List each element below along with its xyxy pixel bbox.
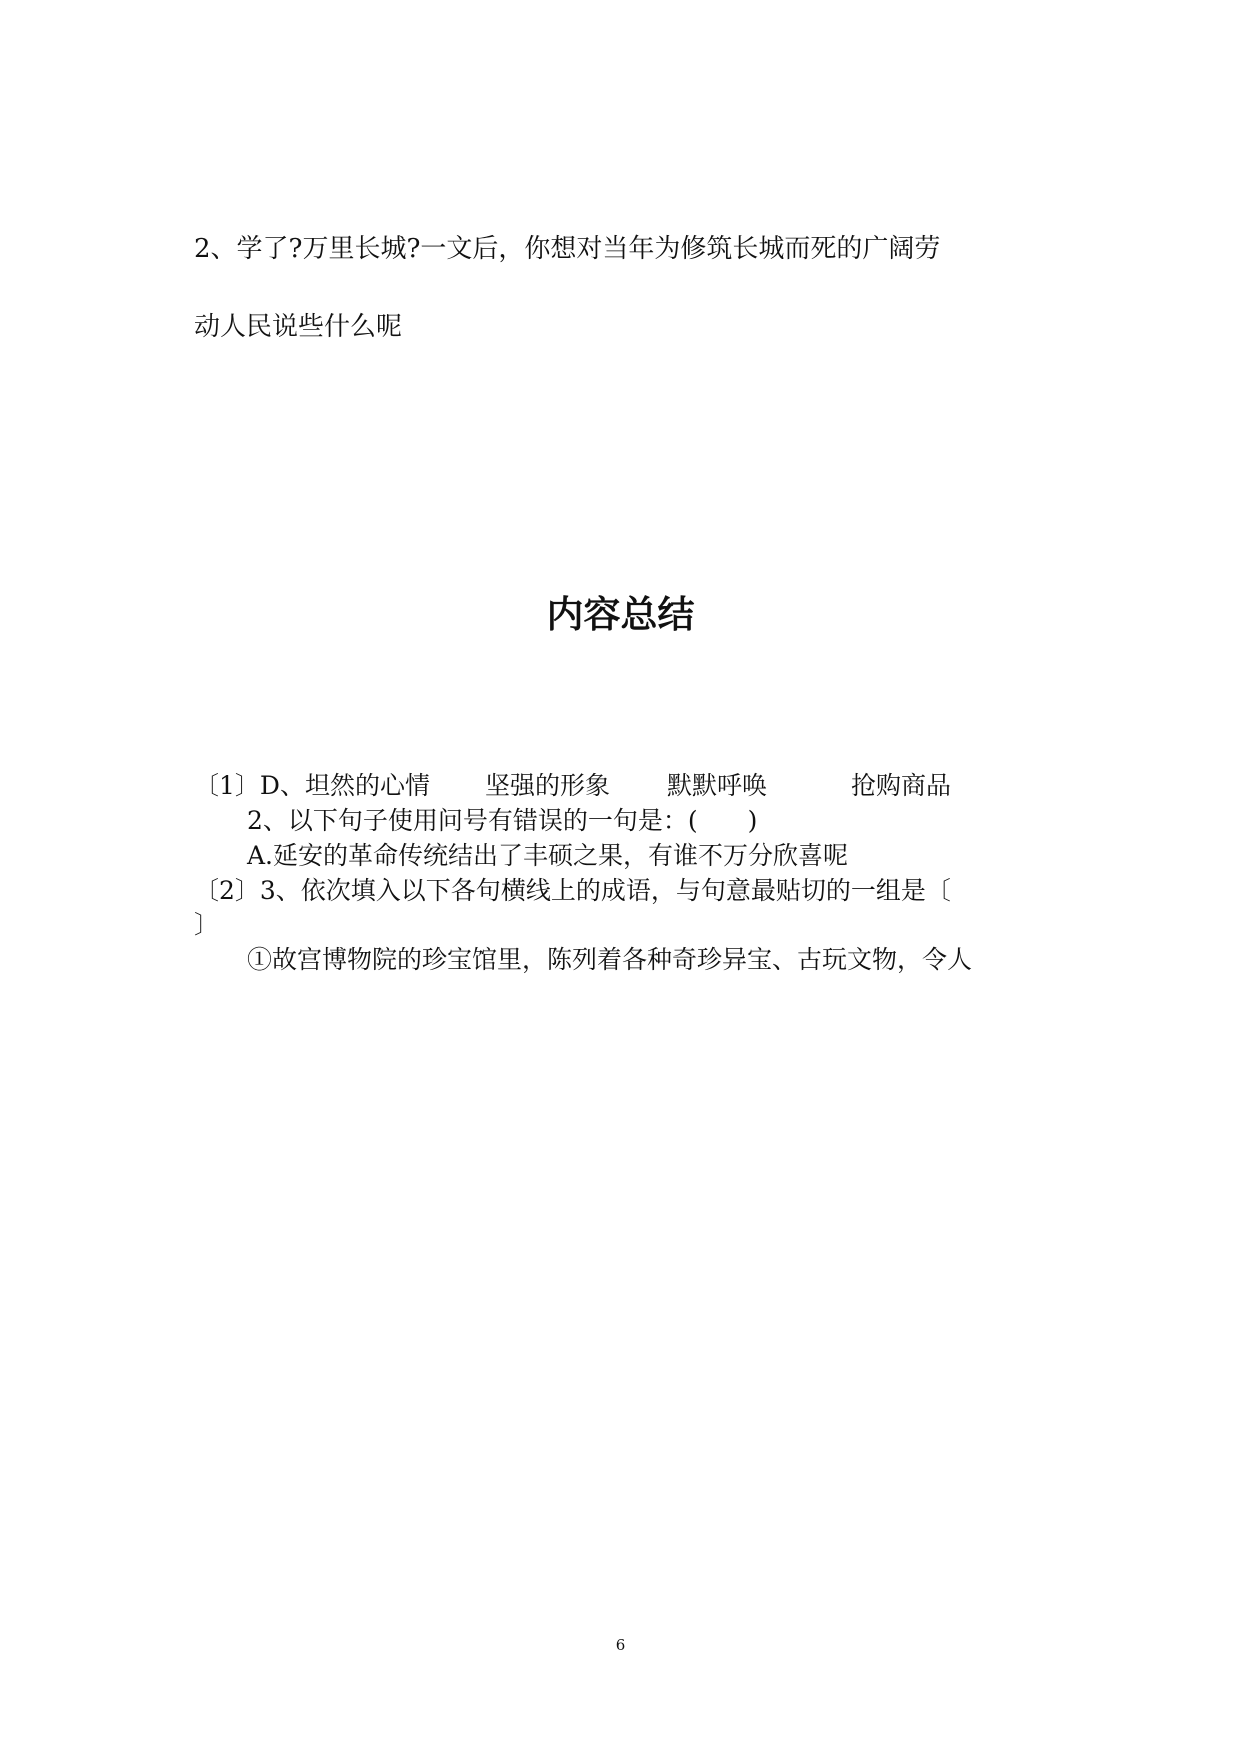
summary-option-1: 〔1〕D、坦然的心情 — [194, 771, 430, 800]
summary-line-1 — [194, 771, 951, 801]
question-line-2: 动人民说些什么呢 — [194, 312, 403, 342]
summary-option-4: 抢购商品 — [850, 771, 951, 800]
summary-option-2: 坚强的形象 — [484, 771, 610, 800]
summary-option-3: 默默呼唤 — [666, 771, 767, 800]
section-title: 内容总结 — [546, 593, 695, 636]
summary-line-3: A.延安的革命传统结出了丰硕之果，有谁不万分欣喜呢 — [247, 841, 849, 870]
page-number: 6 — [615, 1636, 626, 1654]
question-line-1: 2、学了?万里长城?一文后，你想对当年为修筑长城而死的广阔劳 — [194, 234, 941, 264]
summary-line-5: 〕 — [194, 910, 220, 939]
summary-line-2: 2、以下句子使用问号有错误的一句是：( ) — [247, 806, 758, 835]
summary-line-6: ①故宫博物院的珍宝馆里，陈列着各种奇珍异宝、古玩文物，令人 — [247, 945, 973, 974]
summary-line-4: 〔2〕3、依次填入以下各句横线上的成语，与句意最贴切的一组是〔 — [194, 876, 951, 905]
